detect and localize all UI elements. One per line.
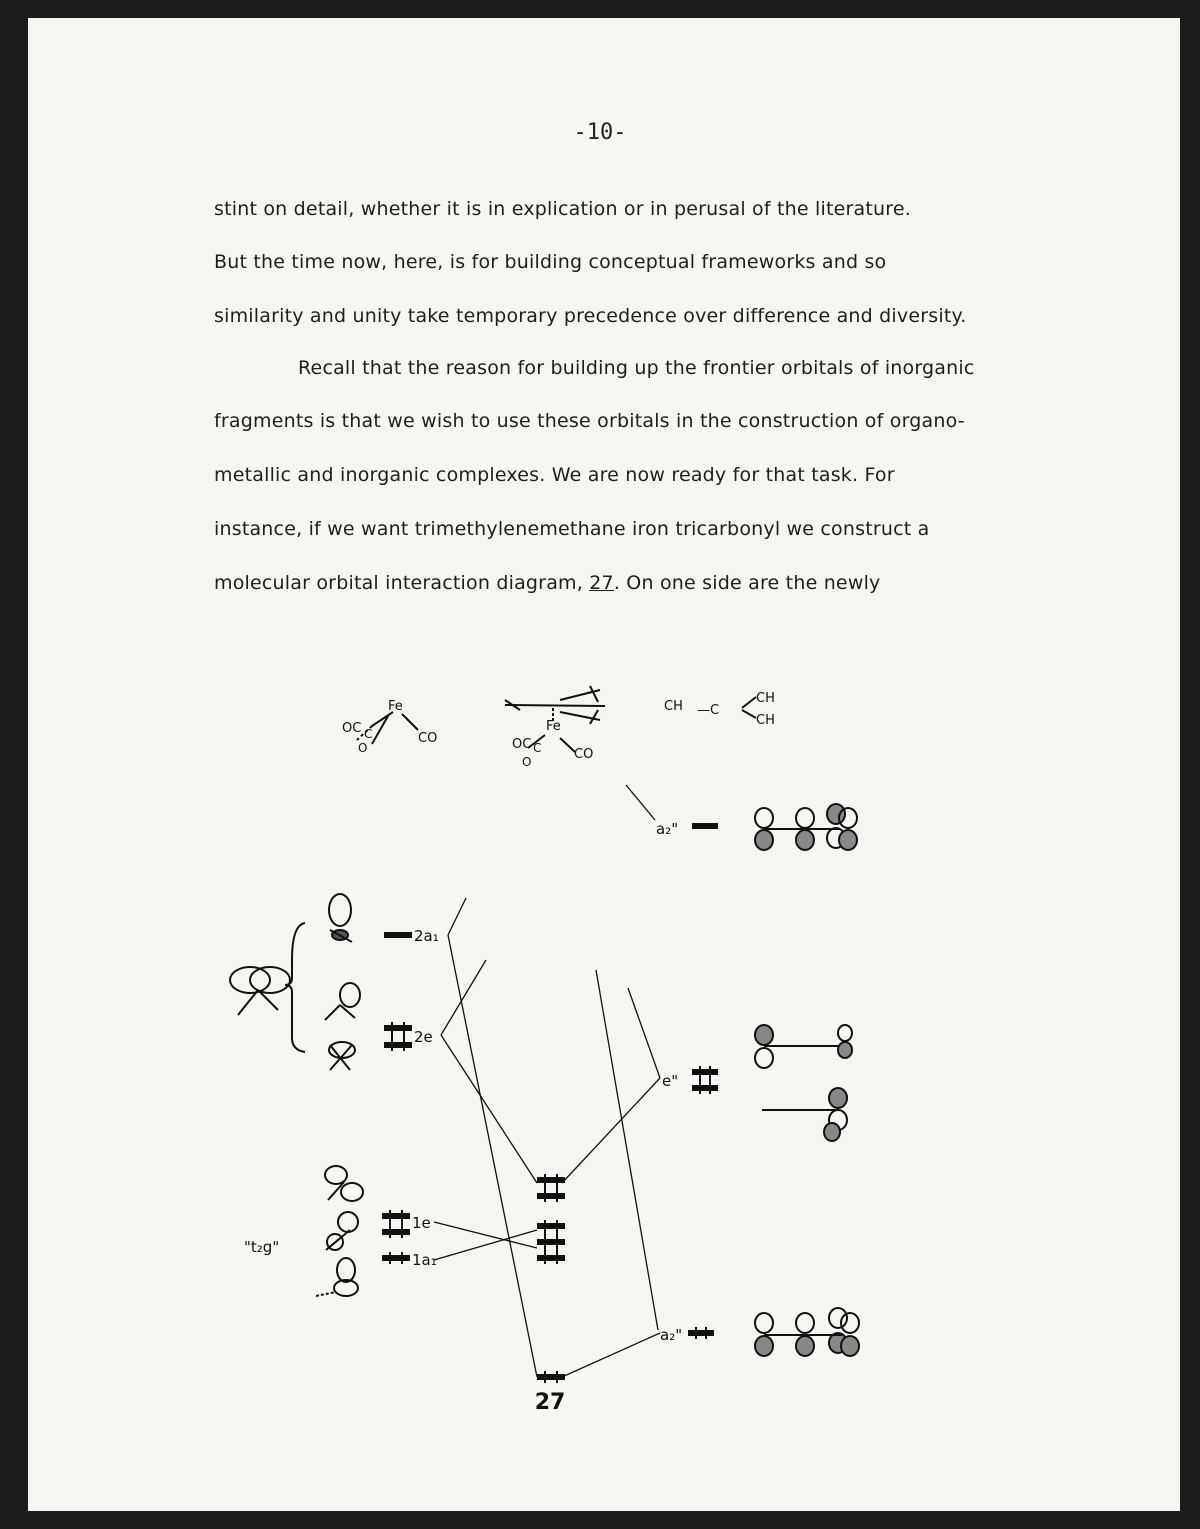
co-label: CO bbox=[418, 731, 438, 746]
2e-orbital-icon-2 bbox=[329, 1042, 355, 1070]
text-line-5: fragments is that we wish to use these orbitals in the construction of organo- bbox=[214, 410, 965, 432]
text-line-4: Recall that the reason for building up the frontier orbitals of inorganic bbox=[298, 357, 975, 379]
tmm-ch-bottom: CH bbox=[756, 713, 775, 728]
t2g-label: "t₂g" bbox=[244, 1238, 280, 1256]
t2g-orbital-icon-2 bbox=[326, 1212, 358, 1250]
level-2e-label: 2e bbox=[414, 1028, 433, 1046]
text-line-6: metallic and inorganic complexes. We are now ready for that task. For bbox=[214, 464, 895, 486]
figure-reference: 27 bbox=[589, 572, 614, 594]
correlation-lines bbox=[434, 785, 660, 1377]
hybrid-orbital-icon bbox=[230, 967, 290, 1015]
energy-levels bbox=[382, 826, 718, 1377]
complex-o-label: O bbox=[522, 755, 532, 769]
complex-fe-label: Fe bbox=[546, 719, 561, 734]
oc-label: OC bbox=[342, 721, 362, 736]
text-line-2: But the time now, here, is for building conceptual frameworks and so bbox=[214, 251, 887, 273]
tmm-e-orbitals-2 bbox=[762, 1088, 847, 1141]
2a1-orbital-icon bbox=[329, 894, 352, 942]
text-line-8-main: molecular orbital interaction diagram, bbox=[214, 572, 583, 594]
ligand-orbital-drawings bbox=[755, 804, 859, 1356]
level-e-label: e" bbox=[662, 1072, 679, 1090]
2e-orbital-icon-1 bbox=[325, 983, 360, 1020]
figure-number: 27 bbox=[534, 1390, 566, 1415]
level-a2-upper-label: a₂" bbox=[656, 820, 679, 838]
level-a2-lower-label: a₂" bbox=[660, 1326, 683, 1344]
t2g-orbital-icon-1 bbox=[325, 1166, 363, 1201]
o-label: O bbox=[358, 741, 368, 755]
text-line-3: similarity and unity take temporary precedence over difference and diversity. bbox=[214, 305, 967, 327]
t2g-orbital-icon-3 bbox=[316, 1258, 358, 1296]
tmm-structure bbox=[742, 697, 756, 718]
tmm-c-center: —C bbox=[697, 703, 720, 718]
tmm-ch-left: CH bbox=[664, 699, 683, 714]
c-label: C bbox=[364, 727, 373, 741]
complex-c-label: C bbox=[533, 741, 542, 755]
text-line-8-tail: . On one side are the newly bbox=[613, 572, 881, 594]
t2g-bracket bbox=[285, 923, 305, 1052]
text-line-1: stint on detail, whether it is in explication or in perusal of the literature. bbox=[214, 198, 911, 220]
complex-co-label: CO bbox=[574, 747, 594, 762]
level-1a1-label: 1a₁ bbox=[412, 1251, 437, 1269]
metal-orbital-drawings bbox=[230, 894, 363, 1296]
fe-label: Fe bbox=[388, 699, 403, 714]
tmm-a2-lower-orbitals bbox=[755, 1308, 859, 1356]
complex-oc-label: OC bbox=[512, 737, 532, 752]
level-2a1-label: 2a₁ bbox=[414, 927, 439, 945]
level-1e-label: 1e bbox=[412, 1214, 431, 1232]
text-line-7: instance, if we want trimethylenemethane iron tricarbonyl we construct a bbox=[214, 518, 930, 540]
tmm-e-orbitals-1 bbox=[755, 1025, 852, 1068]
tmm-ch-top: CH bbox=[756, 691, 775, 706]
tmm-a2-upper-orbitals bbox=[755, 804, 857, 850]
page-number: -10- bbox=[573, 120, 627, 145]
